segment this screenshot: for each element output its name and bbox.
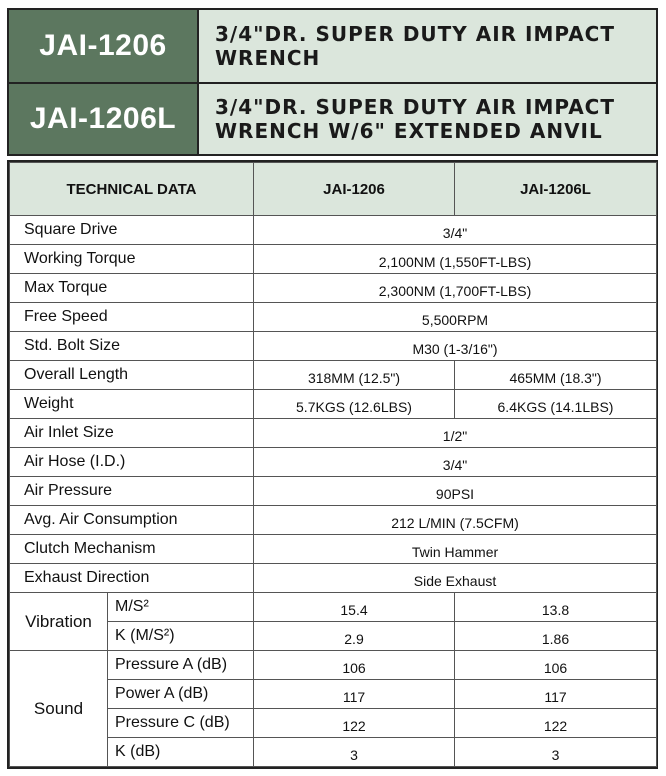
table-row [10, 564, 657, 593]
table-row [10, 622, 657, 651]
spec-label: Working Torque [10, 245, 254, 274]
spec-sub-label: Pressure A (dB) [108, 651, 254, 680]
spec-value: Side Exhaust [254, 564, 657, 593]
spec-value-model-2: 6.4KGS (14.1LBS) [455, 390, 657, 419]
spec-sub-label: K (dB) [108, 738, 254, 767]
spec-sub-label: K (M/S²) [108, 622, 254, 651]
spec-label: Air Hose (I.D.) [10, 448, 254, 477]
spec-sub-label: Power A (dB) [108, 680, 254, 709]
table-row [10, 680, 657, 709]
spec-value-model-2: 122 [455, 709, 657, 738]
model-description: 3/4"DR. SUPER DUTY AIR IMPACT WRENCH [199, 10, 656, 82]
spec-label: Air Pressure [10, 477, 254, 506]
sound-group-label: Sound [10, 651, 108, 767]
table-row [10, 216, 657, 245]
header-row-standard [9, 10, 656, 82]
header-technical-data: TECHNICAL DATA [10, 163, 254, 216]
vibration-group-label: Vibration [10, 593, 108, 651]
table-row [10, 477, 657, 506]
table-row [10, 361, 657, 390]
header-model-1: JAI-1206 [254, 163, 455, 216]
spec-label: Clutch Mechanism [10, 535, 254, 564]
header-model-2: JAI-1206L [455, 163, 657, 216]
model-number: JAI-1206L [9, 84, 199, 154]
table-row [10, 535, 657, 564]
spec-value: Twin Hammer [254, 535, 657, 564]
model-number: JAI-1206 [9, 10, 199, 82]
spec-value-model-2: 106 [455, 651, 657, 680]
spec-value: 90PSI [254, 477, 657, 506]
spec-value-model-2: 117 [455, 680, 657, 709]
spec-value-model-1: 3 [254, 738, 455, 767]
spec-label: Std. Bolt Size [10, 332, 254, 361]
spec-value-model-1: 318MM (12.5") [254, 361, 455, 390]
spec-value-model-1: 122 [254, 709, 455, 738]
spec-label: Air Inlet Size [10, 419, 254, 448]
spec-value-model-1: 15.4 [254, 593, 455, 622]
table-header-row [10, 163, 657, 216]
spec-value-model-1: 106 [254, 651, 455, 680]
spec-value-model-1: 2.9 [254, 622, 455, 651]
table-row [10, 303, 657, 332]
spec-sub-label: M/S² [108, 593, 254, 622]
table-row [10, 506, 657, 535]
table-row [10, 390, 657, 419]
table-row [10, 419, 657, 448]
title-header [7, 8, 658, 156]
spec-value-model-1: 5.7KGS (12.6LBS) [254, 390, 455, 419]
technical-data-table [7, 160, 658, 769]
table-row [10, 651, 657, 680]
spec-value-model-2: 1.86 [455, 622, 657, 651]
table-row [10, 245, 657, 274]
spec-label: Overall Length [10, 361, 254, 390]
table-row [10, 738, 657, 767]
spec-value: 5,500RPM [254, 303, 657, 332]
spec-sub-label: Pressure C (dB) [108, 709, 254, 738]
spec-value: 212 L/MIN (7.5CFM) [254, 506, 657, 535]
table-row [10, 332, 657, 361]
spec-value: M30 (1-3/16") [254, 332, 657, 361]
table-row [10, 448, 657, 477]
spec-value-model-2: 13.8 [455, 593, 657, 622]
spec-label: Exhaust Direction [10, 564, 254, 593]
table-row [10, 709, 657, 738]
spec-value: 3/4" [254, 448, 657, 477]
model-description: 3/4"DR. SUPER DUTY AIR IMPACT WRENCH W/6" EXTENDED ANVIL [199, 84, 656, 154]
table-row [10, 274, 657, 303]
spec-value: 1/2" [254, 419, 657, 448]
table-row [10, 593, 657, 622]
spec-label: Weight [10, 390, 254, 419]
spec-label: Avg. Air Consumption [10, 506, 254, 535]
spec-label: Free Speed [10, 303, 254, 332]
spec-value: 2,100NM (1,550FT-LBS) [254, 245, 657, 274]
spec-label: Square Drive [10, 216, 254, 245]
spec-value-model-2: 465MM (18.3") [455, 361, 657, 390]
header-row-extended [9, 82, 656, 154]
spec-value-model-2: 3 [455, 738, 657, 767]
spec-value-model-1: 117 [254, 680, 455, 709]
spec-value: 3/4" [254, 216, 657, 245]
spec-value: 2,300NM (1,700FT-LBS) [254, 274, 657, 303]
spec-label: Max Torque [10, 274, 254, 303]
